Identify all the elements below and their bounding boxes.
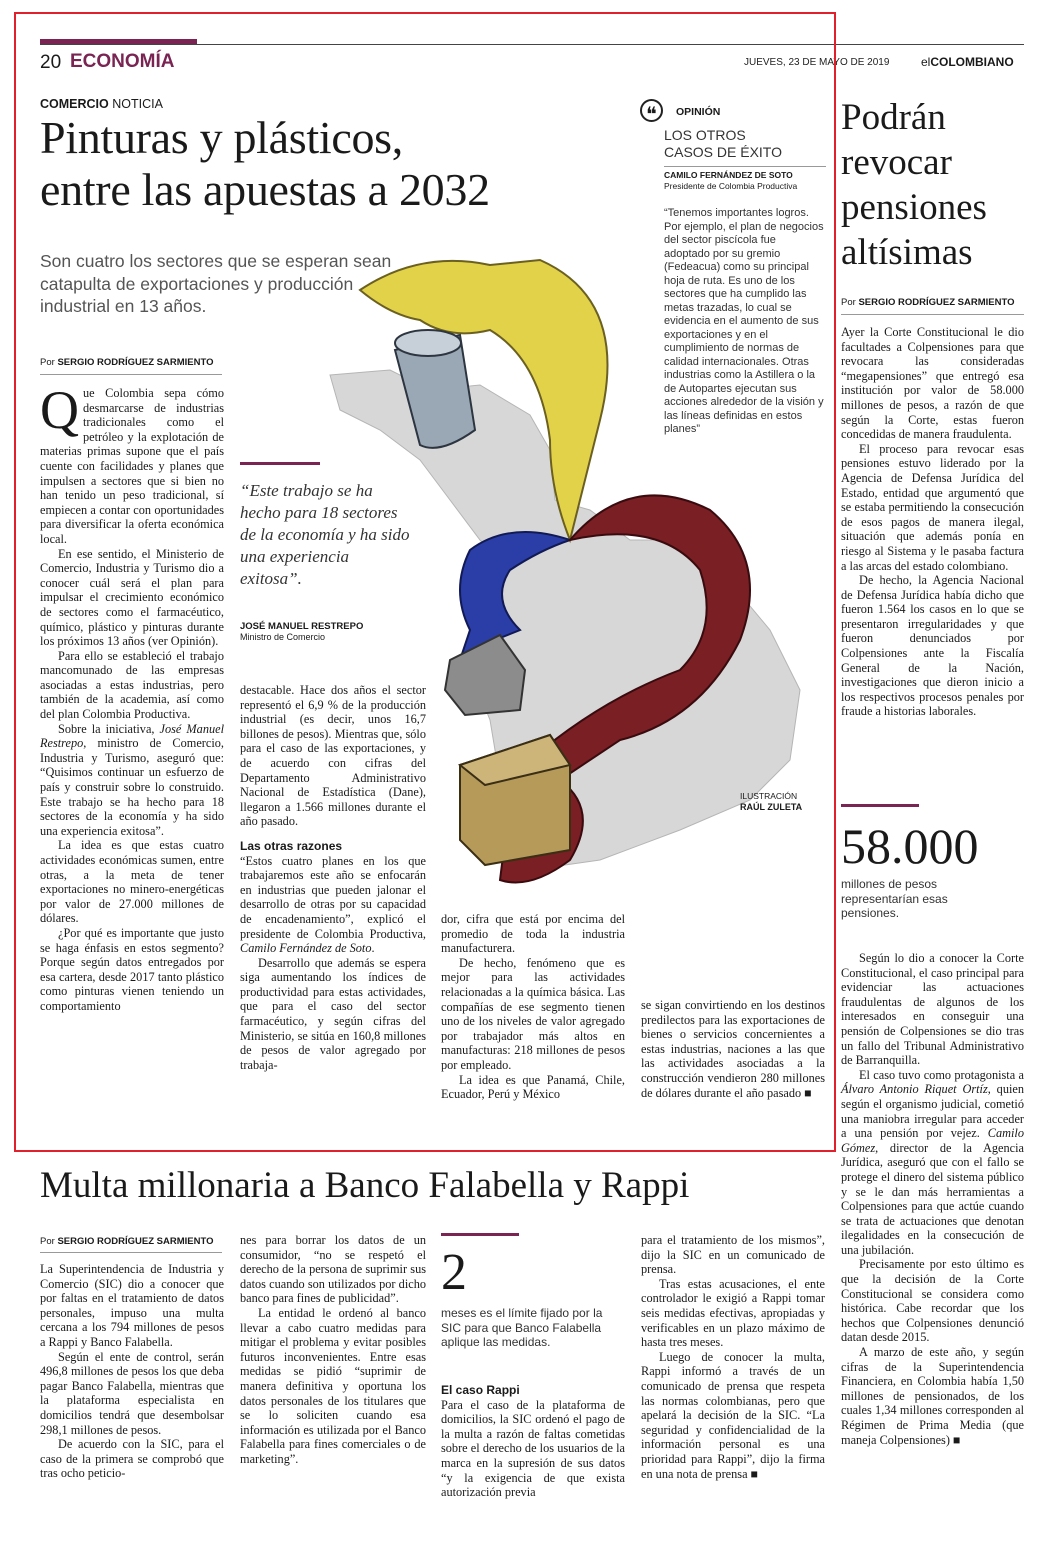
- person-name: Camilo Gómez: [841, 1126, 1024, 1155]
- paragraph: [841, 1345, 1024, 1447]
- paragraph: Ayer la Corte Constitucional le dio facultades a Colpensiones para que revocara las consideradas “megapensiones” que entregó esa institución por valor de 58.000 millones de pesos, a razón de que según la Corte, estas fueron concedidas de manera fraudulenta.: [841, 325, 1024, 442]
- byline-name: SERGIO RODRÍGUEZ SARMIENTO: [57, 357, 214, 368]
- illustration-credit: RAÚL ZULETA: [740, 802, 803, 812]
- paragraph-text: , director de la Agencia Jurídica, aseguró que con el fallo se protege el dinero del sistema público y se le dan más herramientas a Colpensiones para que actúe cuando se trata de actuaciones que denotan ilegalidades en la consecución de una jubilación.: [841, 1140, 1024, 1257]
- end-mark: ■: [804, 1085, 812, 1100]
- title-line-2: entre las apuestas a 2032: [40, 164, 490, 215]
- byline-por: Por: [40, 1236, 55, 1247]
- paragraph: Según lo dio a conocer la Corte Constitucional, el caso principal para evidenciar las actuaciones fraudulentas de algunos de los interesados en conseguir una pensión de Colpensiones se dio tras un fallo del Tribunal Administrativo de Barranquilla.: [841, 951, 1024, 1068]
- paragraph: [641, 1350, 825, 1481]
- person-name: Álvaro Antonio Riquet Ortíz: [841, 1082, 988, 1097]
- paragraph: Según el ente de control, serán 496,8 millones de pesos los que deba pagar Banco Falabella, mientras que la plataforma especialista en domicilios tendrá que desembolsar 298,1 millones de pesos.: [40, 1349, 224, 1437]
- pensiones-stat-text: millones de pesos representarían esas pensiones.: [841, 877, 948, 920]
- quote-role: Ministro de Comercio: [240, 632, 326, 642]
- selection-box: [14, 12, 836, 1152]
- paragraph-text: ue Colombia sepa cómo desmarcarse de industrias tradicionales como el petróleo y la explotación de materias primas supone que el país cuente con facilidades y planes que impulsen a sectores que si bien no han tenido un peso tradicional, sí empiecen a contar con oportunidades para diversificar la oferta económica local.: [40, 386, 224, 546]
- opinion-author: CAMILO FERNÁNDEZ DE SOTO: [664, 170, 793, 180]
- stat-accent: [841, 804, 919, 807]
- kicker-text: NOTICIA: [112, 97, 163, 111]
- kicker-bold: COMERCIO: [40, 97, 109, 111]
- paragraph-text: A marzo de este año, y según cifras de la Superintendencia Financiera, en Colombia había 1,50 millones de pensionados, de los cuales 1,34 millones corresponden al Régimen de Prima Media (que maneja Colpensiones): [841, 1345, 1024, 1447]
- paragraph: dor, cifra que está por encima del promedio de toda la industria manufacturera.: [441, 912, 625, 956]
- paragraph-text: .: [371, 941, 375, 956]
- brand-prefix: el: [921, 55, 931, 69]
- pensiones-title: Podrán revocar pensiones altísimas: [841, 97, 987, 273]
- paragraph: La entidad le ordenó al banco llevar a cabo cuatro medidas para mitigar el problema y evitar posibles futuros inconvenientes. Entre esas medidas se pidió “suprimir de manera definitiva y oportuna los datos personales de los titulares que se lo soliciten cuando esa información es utilizada por el Banco Falabella para fines comerciales o de marketing”.: [240, 1305, 426, 1466]
- brand-logo: [921, 55, 1014, 69]
- paragraph-text: Sobre la iniciativa,: [58, 721, 160, 736]
- paragraph-text: El caso tuvo como protagonista a: [859, 1067, 1024, 1082]
- opinion-label: OPINIÓN: [676, 106, 721, 118]
- paragraph: De hecho, la Agencia Nacional de Defensa Jurídica había dicho que fueron 1.564 los casos en lo que se presentaron irregularidades y que fueron denunciados por Colpensiones ante la Fiscalía General de la Nación, investigaciones que dieron inicio a los respectivos procesos penales por fraude a historias laborales.: [841, 573, 1024, 719]
- byline-por: Por: [40, 357, 55, 368]
- opinion-text: “Tenemos importantes logros. Por ejemplo, el plan de negocios del sector piscícola fue adoptado por su gremio (Fedeacua) como su principal hoja de ruta. Es uno de los sectores que ha cumplido las metas trazadas, lo cual se evidencia en el aumento de sus exportaciones y en el cumplimiento de normas de calidad internacionales. Otras industrias como la Astillera o la de Autopartes ejecutan sus acciones alrededor de la visión y las líneas definidas en estos planes”: [664, 207, 824, 435]
- section-subhead: Las otras razones: [240, 838, 343, 853]
- paragraph: En ese sentido, el Ministerio de Comercio, Industria y Turismo dio a conocer cuál será el plan para impulsar el crecimiento económico de sectores como el farmacéutico, químico, plástico y pinturas durante los próximos 13 años (ver Opinión).: [40, 546, 224, 649]
- quote-glyph: ❝: [646, 102, 657, 126]
- stat-accent: [441, 1233, 519, 1236]
- drop-cap: Q: [40, 380, 79, 440]
- multa-byline: [40, 1236, 214, 1247]
- illustration-label: ILUSTRACIÓN: [740, 791, 798, 801]
- multa-stat: 2: [441, 1244, 467, 1301]
- paragraph: La idea es que estas cuatro actividades económicas sumen, entre otras, a la meta de tener exportaciones no minero-energéticas por valor de 27.000 millones de dólares.: [40, 838, 224, 926]
- issue-date: JUEVES, 23 DE MAYO DE 2019: [744, 57, 890, 68]
- paragraph: Precisamente por esto último es que la decisión de la Corte Constitucional se considera como histórica. Cabe recordar que los hechos que Colpensiones denunció datan desde 2015.: [841, 1257, 1024, 1345]
- brand-name: COLOMBIANO: [930, 55, 1014, 69]
- paragraph: Para ello se estableció el trabajo mancomunado de las empresas asociadas a estas industrias, pero también de la academia, así como del plan Colombia Productiva.: [40, 648, 224, 722]
- person-name: José Manuel Restrepo: [40, 721, 224, 751]
- paragraph: [841, 1068, 1024, 1258]
- paragraph: De hecho, fenómeno que es mejor para las actividades relacionadas a la química básica. Las compañías de ese segmento tienen uno de los niveles de valor agregado por trabajador más altos en manufacturas: 218 millones de pesos por empleado.: [441, 955, 625, 1072]
- paragraph: ¿Por qué es importante que justo se haga énfasis en estos segmento? Porque según datos entregados por esa cartera, desde 2017 tanto plástico como pinturas vienen teniendo un comportamiento: [40, 925, 224, 1013]
- paragraph: Para el caso de la plataforma de domicilios, la SIC ordenó el pago de la multa a razón de faltas cometidas sobre el derecho de los usuarios de la marca en la supresión de sus datos “y la exigencia de que exista autorización previa: [441, 1397, 625, 1500]
- byline-por: Por: [841, 297, 856, 308]
- pensiones-column-top: [841, 325, 1024, 719]
- section-name: ECONOMÍA: [70, 51, 175, 72]
- multa-column-1: [40, 1262, 224, 1481]
- page-number: 20: [40, 52, 62, 73]
- article-deck: Son cuatro los sectores que se esperan sean catapulta de exportaciones y producción industrial en 13 años.: [40, 251, 392, 316]
- byline-name: SERGIO RODRÍGUEZ SARMIENTO: [858, 297, 1015, 308]
- end-mark: ■: [953, 1432, 961, 1447]
- quote-author: JOSÉ MANUEL RESTREPO: [240, 621, 364, 632]
- paragraph: La idea es que Panamá, Chile, Ecuador, Perú y México: [441, 1072, 625, 1102]
- paragraph: Desarrollo que además se espera siga aumentando los índices de productividad para estas actividades, que para el caso del sector farmacéutico, y según cifras del Ministerio, se sitúa en 160,8 millones de pesos de valor agregado por trabaja-: [240, 955, 426, 1072]
- multa-stat-text: meses es el límite fijado por la SIC para que Banco Falabella aplique las medidas.: [441, 1306, 603, 1349]
- multa-column-4: [641, 1233, 825, 1481]
- multa-column-2: [240, 1233, 426, 1467]
- paragraph: El proceso para revocar esas pensiones estuvo liderado por la Agencia de Defensa Jurídica del Estado, entidad que argumentó que se estaba permitiendo la consecución de esos pagos de manera ilegal, situación que además ponía en riesgo al Sistema y le pasaba factura a las arcas del estado colombiano.: [841, 441, 1024, 573]
- section-subhead: El caso Rappi: [441, 1383, 520, 1397]
- paragraph-text: “Estos cuatro planes en los que trabajaremos este año se enfocarán en industrias que pueden jalonar el desarrollo de otras por su capacidad de encadenamiento”, explicó el presidente de Colombia Productiva,: [240, 853, 426, 941]
- person-name: Camilo Fernández de Soto: [240, 941, 372, 956]
- byline-rule: [40, 1252, 222, 1253]
- multa-column-3: [441, 1383, 625, 1500]
- pull-quote: “Este trabajo se ha hecho para 18 sectores de la economía y ha sido una experiencia exitosa”.: [240, 481, 410, 588]
- paragraph-text: se sigan convirtiendo en los destinos predilectos para las exportaciones de bienes o servicios concernientes a estas industrias, naciones a las que las actividades asociadas a la construcción vendieron 280 millones de dólares durante el año pasado: [641, 998, 825, 1100]
- end-mark: ■: [750, 1466, 759, 1481]
- pensiones-stat: 58.000: [841, 818, 979, 874]
- paragraph: para el tratamiento de los mismos”, dijo la SIC en un comunicado de prensa.: [641, 1233, 825, 1277]
- paragraph: nes para borrar los datos de un consumidor, “no se respetó el derecho de la persona de suprimir sus datos cuando son utilizados por dicho banco para fines de publicidad”.: [240, 1233, 426, 1306]
- opinion-role: Presidente de Colombia Productiva: [664, 181, 798, 191]
- paragraph-text: , ministro de Comercio, Industria y Turismo, aseguró que: “Quisimos continuar un esfuerzo de país y construir sobre lo construido. Este trabajo se ha hecho para 18 sectores de la economía y ha sido una experiencia exitosa”.: [40, 736, 224, 838]
- opinion-title-line-2: CASOS DE ÉXITO: [664, 144, 782, 160]
- pensiones-byline: [841, 297, 1015, 308]
- pensiones-column-bottom: [841, 951, 1024, 1447]
- paragraph: destacable. Hace dos años el sector representó el 6,9 % de la producción industrial (es decir, unos 16,7 billones de pesos). Mientras que, sólo para el caso de las exportaciones, y de acuerdo con cifras del Departamento Administrativo Nacional de Estadística (Dane), llegaron a 1.566 millones durante el año pasado.: [240, 683, 426, 829]
- opinion-title-line-1: LOS OTROS: [664, 127, 746, 143]
- title-line-1: Pinturas y plásticos,: [40, 112, 403, 163]
- paragraph-text: Luego de conocer la multa, Rappi informó a través de un comunicado de prensa que respeta las normas colombianas, pero que apelará la decisión de la SIC. “La seguridad y confidencialidad de la información personal es una prioridad para Rappi”, dijo la firma en una nota de prensa: [641, 1349, 825, 1481]
- paragraph: La Superintendencia de Industria y Comercio (SIC) dio a conocer que por faltas en el tratamiento de datos personales, impuso una multa cercana a los 794 millones de pesos a Rappi y Banco Falabella.: [40, 1262, 224, 1349]
- paragraph: De acuerdo con la SIC, para el caso de la primera se comprobó que tras ocho peticio-: [40, 1437, 224, 1481]
- byline-rule: [841, 314, 1024, 315]
- multa-title: Multa millonaria a Banco Falabella y Rappi: [40, 1165, 690, 1206]
- paragraph: Tras estas acusaciones, el ente controlador le exigió a Rappi tomar seis medidas efectivas, apropiadas y verificables en un plazo máximo de hasta tres meses.: [641, 1276, 825, 1350]
- paragraph-text: , quien según el organismo judicial, cometió una maniobra irregular para acceder a una pensión por vejez.: [841, 1082, 1024, 1141]
- byline-name: SERGIO RODRÍGUEZ SARMIENTO: [57, 1236, 214, 1247]
